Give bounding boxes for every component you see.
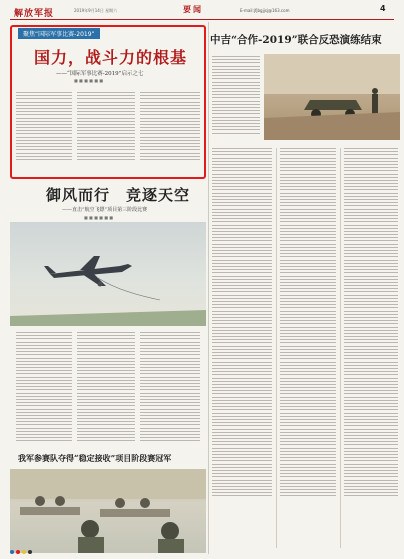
highlighted-subheadline: ——“国际军事比赛-2019”启示之七 xyxy=(56,71,144,77)
body-text-column xyxy=(140,332,200,444)
second-subheadline: ——直击“航空飞镖”项目第三阶段比赛 xyxy=(62,207,148,213)
third-headline[interactable]: 我军参赛队夺得“稳定接收”项目阶段赛冠军 xyxy=(18,453,172,463)
body-text-column xyxy=(280,148,336,499)
contact-email: E-mail:jfjbgjjsj@163.com xyxy=(240,8,290,13)
column-divider xyxy=(340,148,341,548)
exercise-illustration xyxy=(264,54,400,140)
exercise-photo xyxy=(264,54,400,140)
column-divider xyxy=(276,148,277,548)
right-headline[interactable]: 中吉“合作-2019”联合反恐演练结束 xyxy=(210,34,382,46)
body-text-column xyxy=(77,92,135,162)
header-divider xyxy=(10,19,394,20)
aircraft-illustration xyxy=(10,222,206,326)
body-text-column xyxy=(16,332,72,444)
second-headline[interactable]: 御风而行 竞逐天空 xyxy=(46,186,191,204)
page-divider xyxy=(208,22,209,554)
series-tag: 聚焦“国际军事比赛-2019” xyxy=(18,28,100,39)
body-text-column xyxy=(140,92,200,162)
classroom-photo xyxy=(10,469,206,553)
body-text-column xyxy=(212,148,272,499)
byline: ■ ■ ■ ■ ■ ■ xyxy=(84,215,114,220)
body-text-column xyxy=(212,56,260,136)
body-text-column xyxy=(344,148,398,499)
classroom-illustration xyxy=(10,469,206,553)
aircraft-photo xyxy=(10,222,206,326)
color-registration-marks xyxy=(10,550,32,554)
newspaper-masthead: 解放军报 xyxy=(14,9,55,19)
highlighted-headline[interactable]: 国力，战斗力的根基 xyxy=(34,48,188,67)
byline: ■ ■ ■ ■ ■ ■ xyxy=(74,78,104,83)
body-text-column xyxy=(77,332,135,444)
issue-date: 2019年9月14日 星期六 xyxy=(74,8,118,13)
section-title: 要闻 xyxy=(183,4,203,14)
body-text-column xyxy=(16,92,72,162)
page-number: 4 xyxy=(380,4,386,13)
